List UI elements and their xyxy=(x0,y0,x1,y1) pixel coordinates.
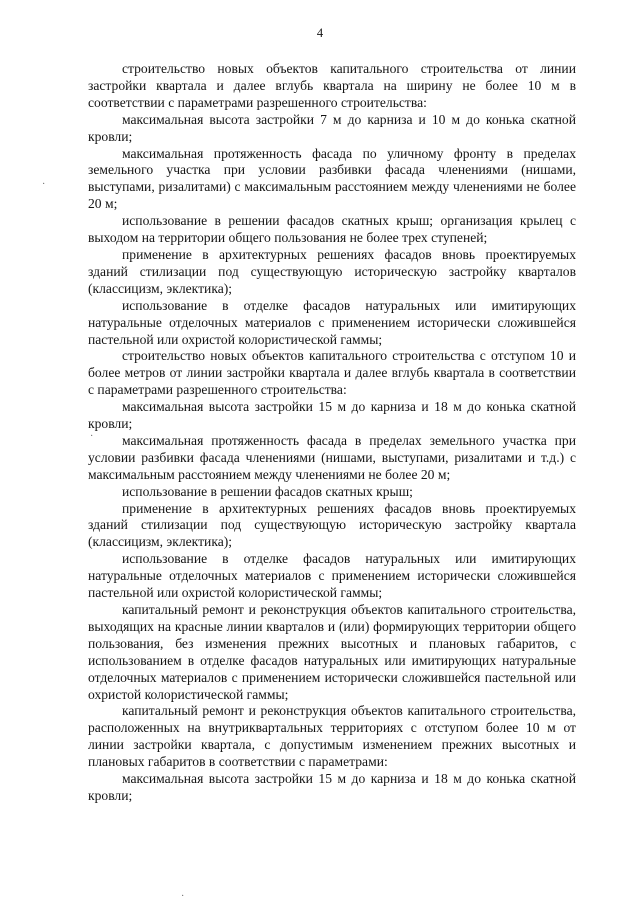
paragraph-14: капитальный ремонт и реконструкция объектов капитального строительства, расположенных на внутриквартальных территориях с отступом более 10 м от линии застройки квартала, с допустимым изменением прежних высотных и плановых габаритов в соответствии с параметрами: xyxy=(88,703,576,770)
paragraph-12: использование в отделке фасадов натуральных или имитирующих натуральные отделочных материалов с применением исторически сложившейся пастельной или охристой колористической гаммы; xyxy=(88,551,576,601)
scan-speck: · xyxy=(90,431,94,442)
paragraph-9: максимальная протяженность фасада в пределах земельного участка при условии разбивки фасада членениями (нишами, выступами, ризалитами и т.д.) с максимальным расстоянием между членениями не более 20 м; xyxy=(88,432,576,482)
paragraph-2: максимальная высота застройки 7 м до карниза и 10 м до конька скатной кровли; xyxy=(88,111,576,144)
paragraph-4: использование в решении фасадов скатных крыш; организация крылец с выходом на территории общего пользования не более трех ступеней; xyxy=(88,213,576,246)
paragraph-3: максимальная протяженность фасада по уличному фронту в пределах земельного участка при условии разбивки фасада членениями (нишами, выступами, ризалитами) с максимальным расстоянием между членениями не более 20 м; xyxy=(88,145,576,212)
scan-speck: · xyxy=(181,891,185,902)
page-number: 4 xyxy=(316,26,324,40)
paragraph-10: использование в решении фасадов скатных крыш; xyxy=(122,483,413,499)
paragraph-1: строительство новых объектов капитального строительства от линии застройки квартала и далее вглубь квартала на ширину не более 10 м в соответствии с параметрами разрешенного строительства: xyxy=(88,61,576,110)
paragraph-11: применение в архитектурных решениях фасадов вновь проектируемых зданий стилизации под существующую историческую застройку квартала (классицизм, эклектика); xyxy=(88,500,576,550)
paragraph-6: использование в отделке фасадов натуральных или имитирующих натуральные отделочных материалов с применением исторически сложившейся пастельной или охристой колористической гаммы; xyxy=(88,297,576,347)
scan-speck: · xyxy=(42,179,46,190)
paragraph-7: строительство новых объектов капитального строительства с отступом 10 и более метров от линии застройки квартала и далее вглубь квартала в соответствии с параметрами разрешенного строительства: xyxy=(88,348,576,398)
paragraph-5: применение в архитектурных решениях фасадов вновь проектируемых зданий стилизации под существующую историческую застройку кварталов (классицизм, эклектика); xyxy=(88,246,576,296)
paragraph-8: максимальная высота застройки 15 м до карниза и 18 м до конька скатной кровли; xyxy=(88,399,576,432)
paragraph-15: максимальная высота застройки 15 м до карниза и 18 м до конька скатной кровли; xyxy=(88,771,576,803)
paragraph-13: капитальный ремонт и реконструкция объектов капитального строительства, выходящих на красные линии кварталов и (или) формирующих территории общего пользования, без изменения прежних высотных и плановых габаритов, с использованием в отделке фасадов натуральных или имитирующих натуральные отделочных материалов с применением исторически сложившейся пастельной или охристой колористической гаммы; xyxy=(88,602,576,702)
document-body xyxy=(88,61,576,805)
